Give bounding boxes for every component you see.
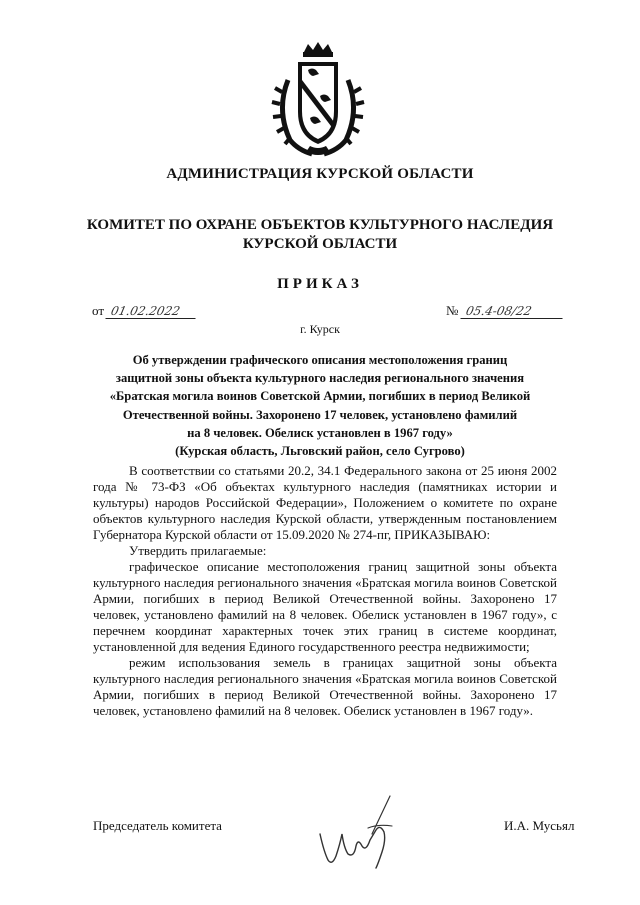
subject-line: (Курская область, Льговский район, село Сугрово): [175, 444, 465, 459]
order-body: [93, 463, 557, 719]
committee-line-2: КУРСКОЙ ОБЛАСТИ: [242, 236, 398, 252]
body-paragraph-graphic-description: графическое описание местоположения границ защитной зоны объекта культурного наследия регионального значения «Братская могила воинов Советской Армии, погибших в период Великой Отечественной войны. Захоронено 17 человек, установлено фамилий на 8 человек. Обелиск установлен в 1967 году», с перечнем координат характерных точек этих границ в системе координат, установленной для ведения Единого государственного реестра недвижимости;: [93, 559, 557, 654]
subject-line: на 8 человек. Обелиск установлен в 1967 году»: [187, 425, 453, 440]
handwritten-signature-icon: [306, 790, 416, 870]
number-prefix: №: [446, 303, 459, 318]
coat-of-arms-icon: [268, 40, 368, 160]
signer-name: И.А. Мусьял: [504, 818, 575, 833]
body-paragraph-land-use-regime: режим использования земель в границах защитной зоны объекта культурного наследия регионального значения «Братская могила воинов Советской Армии, погибших в период Великой Отечественной войны. Захоронено 17 человек, установлено фамилий на 8 человек. Обелиск установлен в 1967 году».: [93, 655, 557, 718]
date-prefix: от: [92, 303, 105, 318]
order-number: [446, 303, 564, 319]
administration-name: АДМИНИСТРАЦИЯ КУРСКОЙ ОБЛАСТИ: [166, 166, 474, 182]
order-date: [92, 303, 197, 319]
city: г. Курск: [300, 322, 340, 336]
body-paragraph-preamble: В соответствии со статьями 20.2, 34.1 Федерального закона от 25 июня 2002 года № 73-ФЗ «Об объектах культурного наследия (памятниках истории и культуры) народов Российской Федерации», Положением о комитете по охране объектов культурного наследия Курской области, утвержденным постановлением Губернатора Курской области от 15.09.2020 № 274-пг, ПРИКАЗЫВАЮ:: [93, 463, 557, 542]
order-subject: [75, 351, 565, 460]
subject-line: «Братская могила воинов Советской Армии, погибших в период Великой: [109, 389, 531, 404]
body-paragraph-approve: Утвердить прилагаемые:: [129, 543, 267, 558]
signer-title: Председатель комитета: [93, 818, 222, 833]
date-value: 01.02.2022: [106, 304, 199, 319]
subject-line: Отечественной войны. Захоронено 17 человек, установлено фамилий: [122, 407, 518, 422]
subject-line: Об утверждении графического описания местоположения границ: [132, 353, 508, 367]
committee-name: [0, 216, 640, 254]
subject-line: защитной зоны объекта культурного наследия регионального значения: [115, 371, 525, 386]
number-value: 05.4-08/22: [460, 304, 565, 319]
committee-line-1: КОМИТЕТ ПО ОХРАНЕ ОБЪЕКТОВ КУЛЬТУРНОГО НАСЛЕДИЯ: [86, 217, 554, 233]
order-title: ПРИКАЗ: [277, 276, 363, 292]
